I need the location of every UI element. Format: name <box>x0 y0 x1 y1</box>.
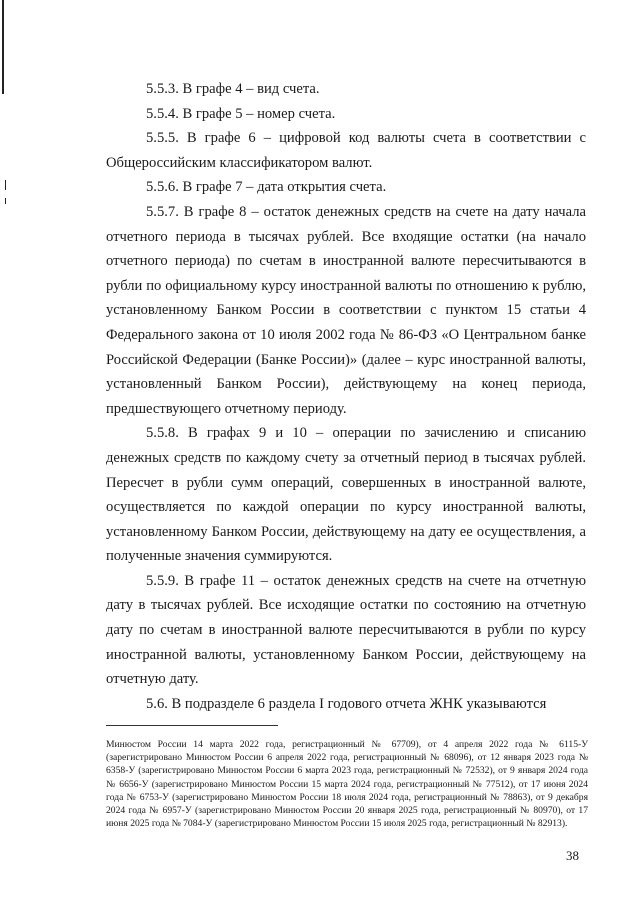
paragraph-5-5-6: 5.5.6. В графе 7 – дата открытия счета. <box>146 179 387 196</box>
paragraph-5-5-9: 5.5.9. В графе 11 – остаток денежных средств на счете на отчетную дату в тысячах рублей. Все исходящие остатки по состоянию на отчетную дату по счетам в иностранной валюте пересчитываются в рубли по курсу иностранной валюты, установленному Банком России, действующему на отчетную дату. <box>106 572 586 688</box>
paragraph-5-5-4: 5.5.4. В графе 5 – номер счета. <box>146 105 336 122</box>
scan-edge-mark <box>2 0 4 94</box>
footnote-text: Минюстом России 14 марта 2022 года, регистрационный № 67709), от 4 апреля 2022 года № 6115-У (зарегистрировано Минюстом России 6 апреля 2022 года, регистрационный № 68096), от 12 января 2023 года № 6358-У (зарегистрировано Минюстом России 6 марта 2023 года, регистрационный № 72532), от 9 января 2024 года № 6656-У (зарегистрировано Минюстом России 15 марта 2024 года, регистрационный № 77512), от 17 июня 2024 года № 6753-У (зарегистрировано Минюстом России 18 июля 2024 года, регистрационный № 78863), от 9 декабря 2024 года № 6957-У (зарегистрировано Минюстом России 20 января 2025 года, регистрационный № 80970), от 17 июня 2025 года № 7084-У (зарегистрировано Минюстом России 15 июля 2025 года, регистрационный № 82913). <box>106 739 588 830</box>
document-body <box>106 77 586 716</box>
paragraph-5-5-8: 5.5.8. В графах 9 и 10 – операции по зачислению и списанию денежных средств по каждому счету за отчетный период в тысячах рублей. Пересчет в рубли сумм операций, совершенных в иностранной валюте, осуществляется по каждой операции по курсу иностранной валюты, установленному Банком России, действующему на дату ее осуществления, а полученные значения суммируются. <box>106 425 586 565</box>
paragraph-5-5-5: 5.5.5. В графе 6 – цифровой код валюты счета в соответствии с Общероссийским классификатором валют. <box>106 130 586 171</box>
paragraph-5-5-7: 5.5.7. В графе 8 – остаток денежных средств на счете на дату начала отчетного периода в тысячах рублей. Все входящие остатки (на начало отчетного периода) по счетам в иностранной валюте пересчитываются в рубли по официальному курсу иностранной валюты по отношению к рублю, установленному Банком России в соответствии с пунктом 15 статьи 4 Федерального закона от 10 июля 2002 года № 86-ФЗ «О Центральном банке Российской Федерации (Банке России)» (далее – курс иностранной валюты, установленный Банком России), действующему на конец периода, предшествующего отчетному периоду. <box>106 203 586 417</box>
footnote-separator <box>106 725 278 726</box>
page-number: 38 <box>566 848 579 863</box>
paragraph-5-6: 5.6. В подразделе 6 раздела I годового отчета ЖНК указываются <box>146 695 547 712</box>
paragraph-5-5-3: 5.5.3. В графе 4 – вид счета. <box>146 81 320 97</box>
scan-edge-mark <box>5 198 6 204</box>
scan-edge-mark <box>5 180 6 190</box>
